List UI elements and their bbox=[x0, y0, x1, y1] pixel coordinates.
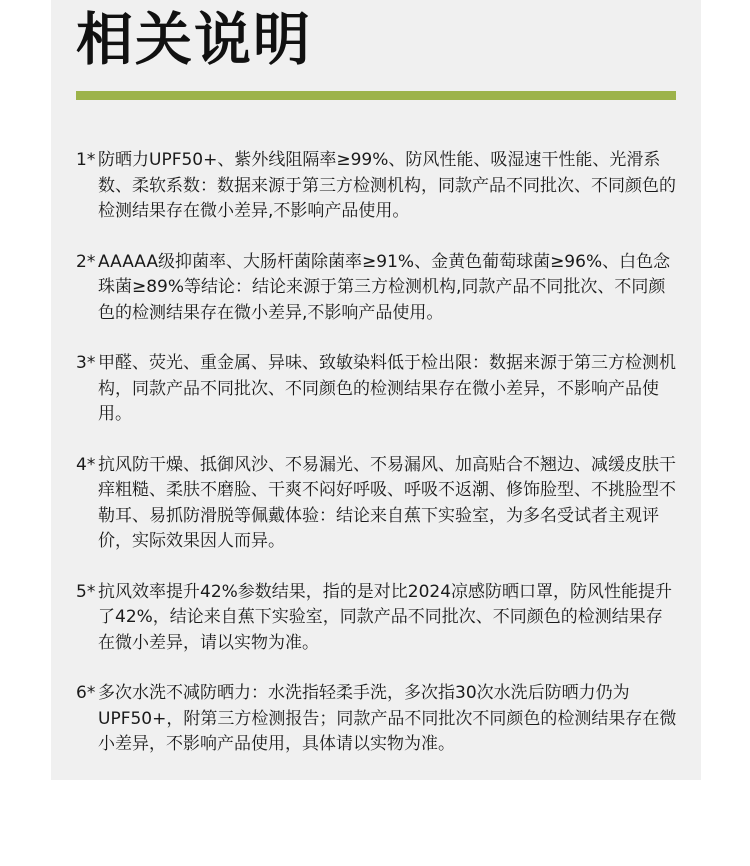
note-item-3 bbox=[76, 351, 678, 428]
note-item-1 bbox=[76, 148, 678, 225]
note-text: 抗风效率提升42%参数结果，指的是对比2024凉感防晒口罩，防风性能提升了42%，结论来自蕉下实验室，同款产品不同批次、不同颜色的检测结果存在微小差异，请以实物为准。 bbox=[98, 581, 673, 653]
note-number: 6* bbox=[76, 683, 96, 703]
note-number: 1* bbox=[76, 150, 96, 170]
note-text: 防晒力UPF50+、紫外线阻隔率≥99%、防风性能、吸湿速干性能、光滑系数、柔软系数：数据来源于第三方检测机构，同款产品不同批次、不同颜色的检测结果存在微小差异,不影响产品使用。 bbox=[98, 150, 676, 221]
note-number: 3* bbox=[76, 353, 96, 373]
notes-list bbox=[76, 148, 678, 783]
note-number: 2* bbox=[76, 251, 96, 272]
note-item-2 bbox=[76, 250, 678, 327]
page-title: 相关说明 bbox=[76, 7, 312, 73]
note-item-4 bbox=[76, 453, 678, 555]
note-number: 4* bbox=[76, 454, 96, 475]
note-number: 5* bbox=[76, 581, 96, 602]
note-text: AAAAA级抑菌率、大肠杆菌除菌率≥91%、金黄色葡萄球菌≥96%、白色念珠菌≥89%等结论：结论来源于第三方检测机构,同款产品不同批次、不同颜色的检测结果存在微小差异,不影响产品使用。 bbox=[98, 251, 671, 323]
note-text: 甲醛、荧光、重金属、异味、致敏染料低于检出限：数据来源于第三方检测机构，同款产品不同批次、不同颜色的检测结果存在微小差异，不影响产品使用。 bbox=[98, 353, 676, 424]
note-text: 抗风防干燥、抵御风沙、不易漏光、不易漏风、加高贴合不翘边、减缓皮肤干痒粗糙、柔肤不磨脸、干爽不闷好呼吸、呼吸不返潮、修饰脸型、不挑脸型不勒耳、易抓防滑脱等佩戴体验：结论来自蕉下实验室，为多名受试者主观评价，实际效果因人而异。 bbox=[98, 454, 676, 551]
note-item-6 bbox=[76, 681, 678, 758]
note-item-5 bbox=[76, 580, 678, 657]
note-text: 多次水洗不减防晒力：水洗指轻柔手洗，多次指30次水洗后防晒力仍为UPF50+，附第三方检测报告；同款产品不同批次不同颜色的检测结果存在微小差异，不影响产品使用，具体请以实物为准。 bbox=[98, 683, 677, 754]
title-divider bbox=[76, 91, 676, 100]
